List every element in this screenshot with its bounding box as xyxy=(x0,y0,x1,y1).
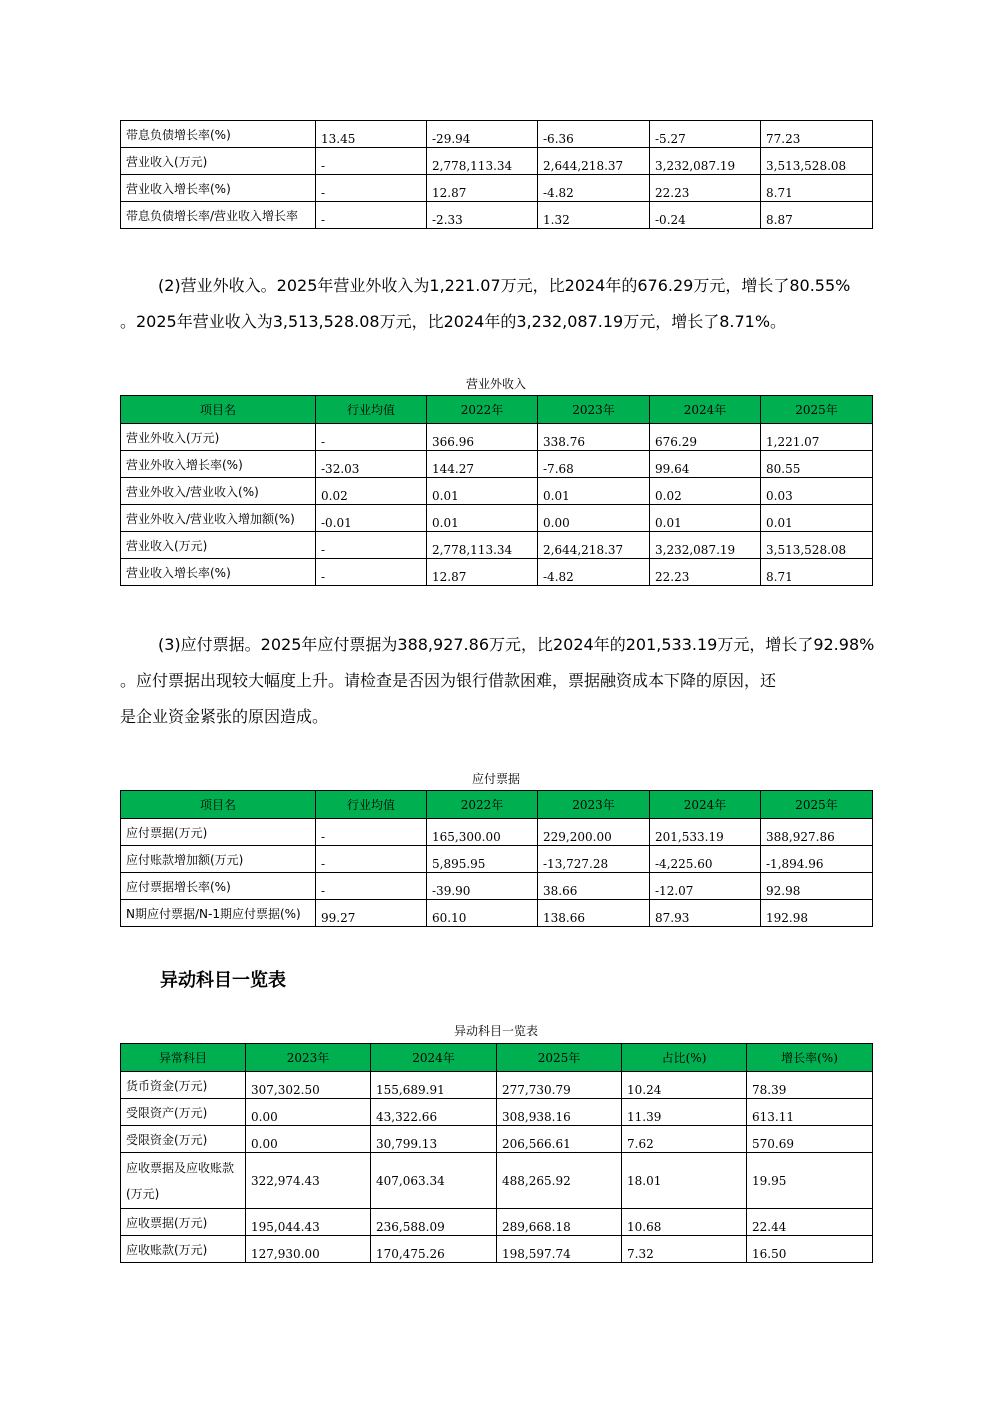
row-label: 带息负债增长率(%) xyxy=(121,121,316,148)
row-label: 应付票据(万元) xyxy=(121,819,316,846)
section-heading: 异动科目一览表 xyxy=(160,970,286,991)
row-label: 货币资金(万元) xyxy=(121,1072,246,1099)
cell: 308,938.16 xyxy=(497,1099,622,1126)
cell: 289,668.18 xyxy=(497,1209,622,1236)
cell: 13.45 xyxy=(316,121,427,148)
cell: -0.01 xyxy=(316,505,427,532)
cell: 195,044.43 xyxy=(246,1209,371,1236)
cell: 8.87 xyxy=(761,202,873,229)
row-label: 营业外收入增长率(%) xyxy=(121,451,316,478)
paragraph-notes-payable xyxy=(120,627,895,735)
cell: 7.62 xyxy=(622,1126,747,1153)
cell: 7.32 xyxy=(622,1236,747,1263)
cell: 676.29 xyxy=(650,424,761,451)
cell: 155,689.91 xyxy=(371,1072,497,1099)
cell: 99.27 xyxy=(316,900,427,927)
column-header: 2022年 xyxy=(427,396,538,424)
cell: 488,265.92 xyxy=(497,1153,622,1209)
cell: -7.68 xyxy=(538,451,650,478)
column-header: 增长率(%) xyxy=(747,1044,873,1072)
column-header: 项目名 xyxy=(121,791,316,819)
cell: 18.01 xyxy=(622,1153,747,1209)
row-label: 应收票据(万元) xyxy=(121,1209,246,1236)
cell: 165,300.00 xyxy=(427,819,538,846)
cell: 99.64 xyxy=(650,451,761,478)
cell: - xyxy=(316,202,427,229)
table-caption: 异动科目一览表 xyxy=(453,1024,538,1038)
table-row xyxy=(121,505,873,532)
cell: 22.23 xyxy=(650,175,761,202)
cell: -2.33 xyxy=(427,202,538,229)
table-row xyxy=(121,175,873,202)
cell: -32.03 xyxy=(316,451,427,478)
row-label: 营业收入(万元) xyxy=(121,532,316,559)
cell: 12.87 xyxy=(427,559,538,586)
cell: 0.01 xyxy=(427,478,538,505)
cell: 5,895.95 xyxy=(427,846,538,873)
table-row xyxy=(121,478,873,505)
cell: 3,513,528.08 xyxy=(761,532,873,559)
cell: 144.27 xyxy=(427,451,538,478)
table-row xyxy=(121,1072,873,1099)
cell: 87.93 xyxy=(650,900,761,927)
row-label: 应收票据及应收账款(万元) xyxy=(121,1153,246,1209)
cell: 236,588.09 xyxy=(371,1209,497,1236)
table-row xyxy=(121,202,873,229)
table-row xyxy=(121,451,873,478)
table-caption: 应付票据 xyxy=(471,772,520,786)
table-row xyxy=(121,1126,873,1153)
cell: -1,894.96 xyxy=(761,846,873,873)
row-label: 营业收入增长率(%) xyxy=(121,559,316,586)
cell: 570.69 xyxy=(747,1126,873,1153)
non-operating-income-table-body xyxy=(121,424,873,586)
cell: 30,799.13 xyxy=(371,1126,497,1153)
cell: 170,475.26 xyxy=(371,1236,497,1263)
cell: - xyxy=(316,175,427,202)
cell: 43,322.66 xyxy=(371,1099,497,1126)
cell: 2,644,218.37 xyxy=(538,148,650,175)
table-row xyxy=(121,121,873,148)
cell: 201,533.19 xyxy=(650,819,761,846)
cell: - xyxy=(316,148,427,175)
abnormal-items-table-body xyxy=(121,1072,873,1263)
row-label: 受限资产(万元) xyxy=(121,1099,246,1126)
table-row xyxy=(121,148,873,175)
cell: 192.98 xyxy=(761,900,873,927)
paragraph-text: (3)应付票据。2025年应付票据为388,927.86万元，比2024年的201,533.19万元，增长了92.98% xyxy=(158,635,875,654)
table-header xyxy=(121,791,873,819)
cell: -4,225.60 xyxy=(650,846,761,873)
cell: 338.76 xyxy=(538,424,650,451)
cell: -6.36 xyxy=(538,121,650,148)
abnormal-items-table xyxy=(120,1043,873,1263)
cell: 407,063.34 xyxy=(371,1153,497,1209)
row-label: 带息负债增长率/营业收入增长率 xyxy=(121,202,316,229)
column-header: 2024年 xyxy=(650,396,761,424)
column-header: 行业均值 xyxy=(316,396,427,424)
cell: 127,930.00 xyxy=(246,1236,371,1263)
cell: 307,302.50 xyxy=(246,1072,371,1099)
cell: - xyxy=(316,532,427,559)
table-row xyxy=(121,1209,873,1236)
cell: 0.02 xyxy=(316,478,427,505)
column-header: 异常科目 xyxy=(121,1044,246,1072)
cell: 22.23 xyxy=(650,559,761,586)
notes-payable-table xyxy=(120,790,873,927)
paragraph-line xyxy=(120,627,895,663)
column-header: 2025年 xyxy=(761,791,873,819)
cell: 0.01 xyxy=(761,505,873,532)
paragraph-line: 。2025年营业收入为3,513,528.08万元，比2024年的3,232,087.19万元，增长了8.71%。 xyxy=(120,312,787,331)
cell: 19.95 xyxy=(747,1153,873,1209)
cell: 322,974.43 xyxy=(246,1153,371,1209)
cell: - xyxy=(316,424,427,451)
cell: 613.11 xyxy=(747,1099,873,1126)
cell: 16.50 xyxy=(747,1236,873,1263)
cell: 0.01 xyxy=(427,505,538,532)
cell: 22.44 xyxy=(747,1209,873,1236)
column-header: 占比(%) xyxy=(622,1044,747,1072)
non-operating-income-table xyxy=(120,395,873,586)
paragraph-non-operating-income xyxy=(120,268,895,340)
cell: 78.39 xyxy=(747,1072,873,1099)
cell: 366.96 xyxy=(427,424,538,451)
table-row xyxy=(121,900,873,927)
interest-debt-table xyxy=(120,120,873,229)
cell: 92.98 xyxy=(761,873,873,900)
row-label: N期应付票据/N-1期应付票据(%) xyxy=(121,900,316,927)
cell: 0.01 xyxy=(650,505,761,532)
cell: 12.87 xyxy=(427,175,538,202)
cell: 11.39 xyxy=(622,1099,747,1126)
table-row xyxy=(121,819,873,846)
notes-payable-table-body xyxy=(121,819,873,927)
cell: 10.68 xyxy=(622,1209,747,1236)
row-label: 应付账款增加额(万元) xyxy=(121,846,316,873)
cell: 1.32 xyxy=(538,202,650,229)
cell: 2,644,218.37 xyxy=(538,532,650,559)
column-header: 2022年 xyxy=(427,791,538,819)
cell: 206,566.61 xyxy=(497,1126,622,1153)
row-label: 受限资金(万元) xyxy=(121,1126,246,1153)
cell: - xyxy=(316,819,427,846)
interest-debt-table-body xyxy=(121,121,873,229)
column-header: 2024年 xyxy=(371,1044,497,1072)
cell: 0.02 xyxy=(650,478,761,505)
column-header: 2025年 xyxy=(497,1044,622,1072)
cell: 1,221.07 xyxy=(761,424,873,451)
row-label: 营业外收入(万元) xyxy=(121,424,316,451)
cell: 3,513,528.08 xyxy=(761,148,873,175)
cell: 388,927.86 xyxy=(761,819,873,846)
row-label: 营业收入增长率(%) xyxy=(121,175,316,202)
table-header xyxy=(121,396,873,424)
cell: - xyxy=(316,559,427,586)
cell: 2,778,113.34 xyxy=(427,532,538,559)
cell: 0.03 xyxy=(761,478,873,505)
cell: 10.24 xyxy=(622,1072,747,1099)
column-header: 项目名 xyxy=(121,396,316,424)
cell: 2,778,113.34 xyxy=(427,148,538,175)
row-label: 营业收入(万元) xyxy=(121,148,316,175)
paragraph-line: 。应付票据出现较大幅度上升。请检查是否因为银行借款困难，票据融资成本下降的原因，还 xyxy=(120,671,777,690)
table-row xyxy=(121,1099,873,1126)
column-header: 2023年 xyxy=(538,791,650,819)
row-label: 营业外收入/营业收入(%) xyxy=(121,478,316,505)
table-header xyxy=(121,1044,873,1072)
column-header: 2023年 xyxy=(538,396,650,424)
column-header: 2025年 xyxy=(761,396,873,424)
cell: 277,730.79 xyxy=(497,1072,622,1099)
cell: 3,232,087.19 xyxy=(650,532,761,559)
paragraph-text: (2)营业外收入。2025年营业外收入为1,221.07万元，比2024年的676.29万元，增长了80.55% xyxy=(158,276,851,295)
cell: 60.10 xyxy=(427,900,538,927)
cell: 0.00 xyxy=(246,1099,371,1126)
cell: 0.01 xyxy=(538,478,650,505)
cell: 38.66 xyxy=(538,873,650,900)
column-header: 2024年 xyxy=(650,791,761,819)
table-row xyxy=(121,532,873,559)
cell: 8.71 xyxy=(761,175,873,202)
cell: -13,727.28 xyxy=(538,846,650,873)
cell: 0.00 xyxy=(538,505,650,532)
cell: -4.82 xyxy=(538,559,650,586)
cell: 8.71 xyxy=(761,559,873,586)
table-row xyxy=(121,1153,873,1209)
cell: - xyxy=(316,873,427,900)
table-row xyxy=(121,846,873,873)
table-row xyxy=(121,1236,873,1263)
paragraph-line xyxy=(120,268,895,304)
cell: 3,232,087.19 xyxy=(650,148,761,175)
table-row xyxy=(121,424,873,451)
table-row xyxy=(121,559,873,586)
cell: 138.66 xyxy=(538,900,650,927)
cell: 198,597.74 xyxy=(497,1236,622,1263)
row-label: 应付票据增长率(%) xyxy=(121,873,316,900)
table-row xyxy=(121,873,873,900)
column-header: 行业均值 xyxy=(316,791,427,819)
paragraph-line: 是企业资金紧张的原因造成。 xyxy=(120,707,329,726)
cell: -39.90 xyxy=(427,873,538,900)
table-caption: 营业外收入 xyxy=(465,377,526,391)
cell: -0.24 xyxy=(650,202,761,229)
cell: - xyxy=(316,846,427,873)
cell: -5.27 xyxy=(650,121,761,148)
cell: 80.55 xyxy=(761,451,873,478)
cell: -29.94 xyxy=(427,121,538,148)
row-label: 营业外收入/营业收入增加额(%) xyxy=(121,505,316,532)
cell: 0.00 xyxy=(246,1126,371,1153)
cell: 229,200.00 xyxy=(538,819,650,846)
cell: -4.82 xyxy=(538,175,650,202)
row-label: 应收账款(万元) xyxy=(121,1236,246,1263)
cell: -12.07 xyxy=(650,873,761,900)
column-header: 2023年 xyxy=(246,1044,371,1072)
cell: 77.23 xyxy=(761,121,873,148)
